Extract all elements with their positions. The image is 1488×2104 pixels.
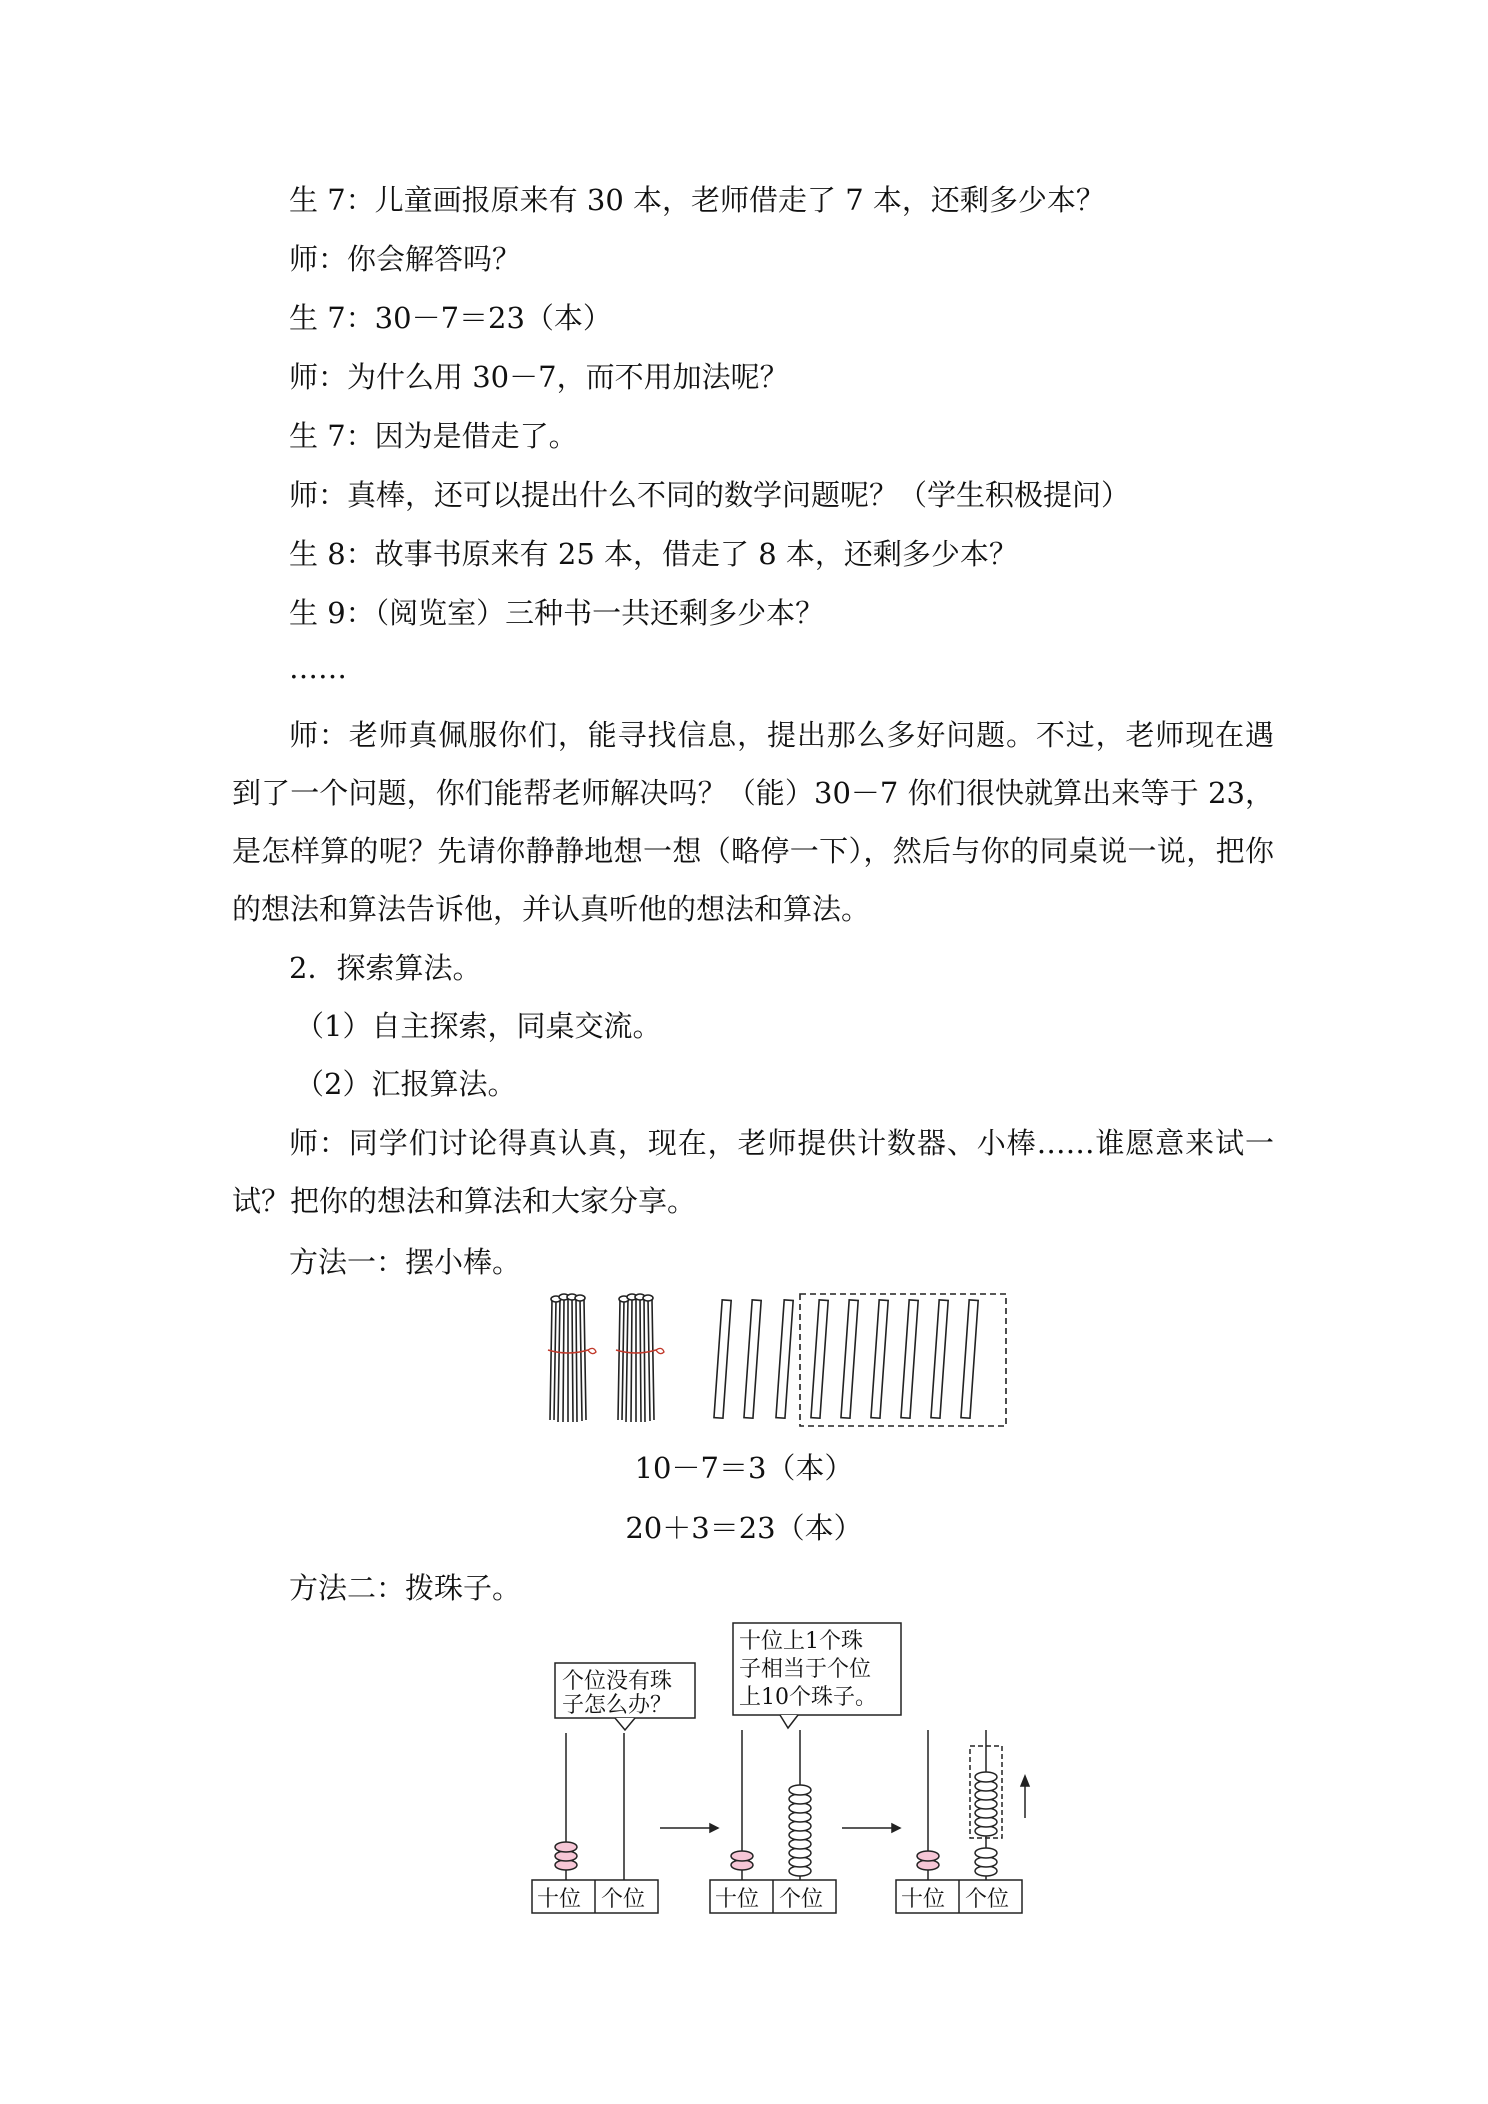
- ones-beads-3-lower: [975, 1848, 997, 1876]
- counter-3: [896, 1730, 1029, 1913]
- dialogue-line-6: 师：真棒，还可以提出什么不同的数学问题呢？（学生积极提问）: [289, 478, 1131, 512]
- ones-label-1: 个位: [601, 1887, 646, 1912]
- tens-bead: [917, 1851, 939, 1861]
- dialogue-line-5: 生 7：因为是借走了。: [289, 419, 578, 453]
- stick-bundle-1: [548, 1294, 596, 1422]
- dialogue-ellipsis: ……: [289, 651, 347, 685]
- bubble-2-line-3: 上10个珠子。: [739, 1685, 877, 1710]
- bubble-1-line-1: 个位没有珠: [562, 1669, 673, 1694]
- stick-bundle-2: [616, 1294, 664, 1422]
- sub-item-2: （2）汇报算法。: [295, 1067, 517, 1101]
- tens-bead: [555, 1842, 577, 1852]
- sub-item-1: （1）自主探索，同桌交流。: [295, 1009, 662, 1043]
- dialogue-line-1: 生 7：儿童画报原来有 30 本，老师借走了 7 本，还剩多少本？: [289, 183, 1105, 217]
- tens-label-2: 十位: [715, 1887, 760, 1912]
- section-title: 2．探索算法。: [289, 951, 482, 985]
- dialogue-line-3: 生 7：30－7＝23（本）: [289, 301, 612, 335]
- teacher-paragraph: 师：老师真佩服你们，能寻找信息，提出那么多好问题。不过，老师现在遇到了一个问题，你们能帮老师解决吗？（能）30－7 你们很快就算出来等于 23，是怎样算的呢？先请你静静地想一想（略停一下），然后与你的同桌说一说，把你的想法和算法告诉他，并认真听他的想法和算法。: [232, 718, 1274, 926]
- tens-label-3: 十位: [901, 1887, 946, 1912]
- dialogue-line-2: 师：你会解答吗？: [289, 242, 522, 276]
- equation-1: 10－7＝3（本）: [634, 1451, 854, 1485]
- dialogue-line-4: 师：为什么用 30－7，而不用加法呢？: [289, 360, 789, 394]
- abacus-illustration: [520, 1618, 1040, 1928]
- sticks-illustration: [540, 1290, 1010, 1430]
- bubble-2-line-1: 十位上1个珠: [739, 1629, 863, 1654]
- dialogue-line-7: 生 8：故事书原来有 25 本，借走了 8 本，还剩多少本？: [289, 537, 1018, 571]
- ones-label-3: 个位: [965, 1887, 1010, 1912]
- bubble-1-line-2: 子怎么办？: [562, 1693, 673, 1718]
- ones-beads-3-moved: [975, 1772, 997, 1836]
- dialogue-line-8: 生 9：（阅览室）三种书一共还剩多少本？: [289, 596, 825, 630]
- ones-label-2: 个位: [779, 1887, 824, 1912]
- loose-sticks: [714, 1300, 978, 1418]
- method-1-title: 方法一：摆小棒。: [289, 1245, 522, 1279]
- teacher-paragraph-2: 师：同学们讨论得真认真，现在，老师提供计数器、小棒……谁愿意来试一试？把你的想法和算法和大家分享。: [232, 1126, 1274, 1218]
- equation-2: 20＋3＝23（本）: [625, 1511, 863, 1545]
- bubble-2-line-2: 子相当于个位: [739, 1657, 872, 1682]
- tens-bead: [731, 1851, 753, 1861]
- tens-label-1: 十位: [537, 1887, 582, 1912]
- method-2-title: 方法二：拨珠子。: [289, 1571, 522, 1605]
- ones-beads-2: [789, 1785, 811, 1876]
